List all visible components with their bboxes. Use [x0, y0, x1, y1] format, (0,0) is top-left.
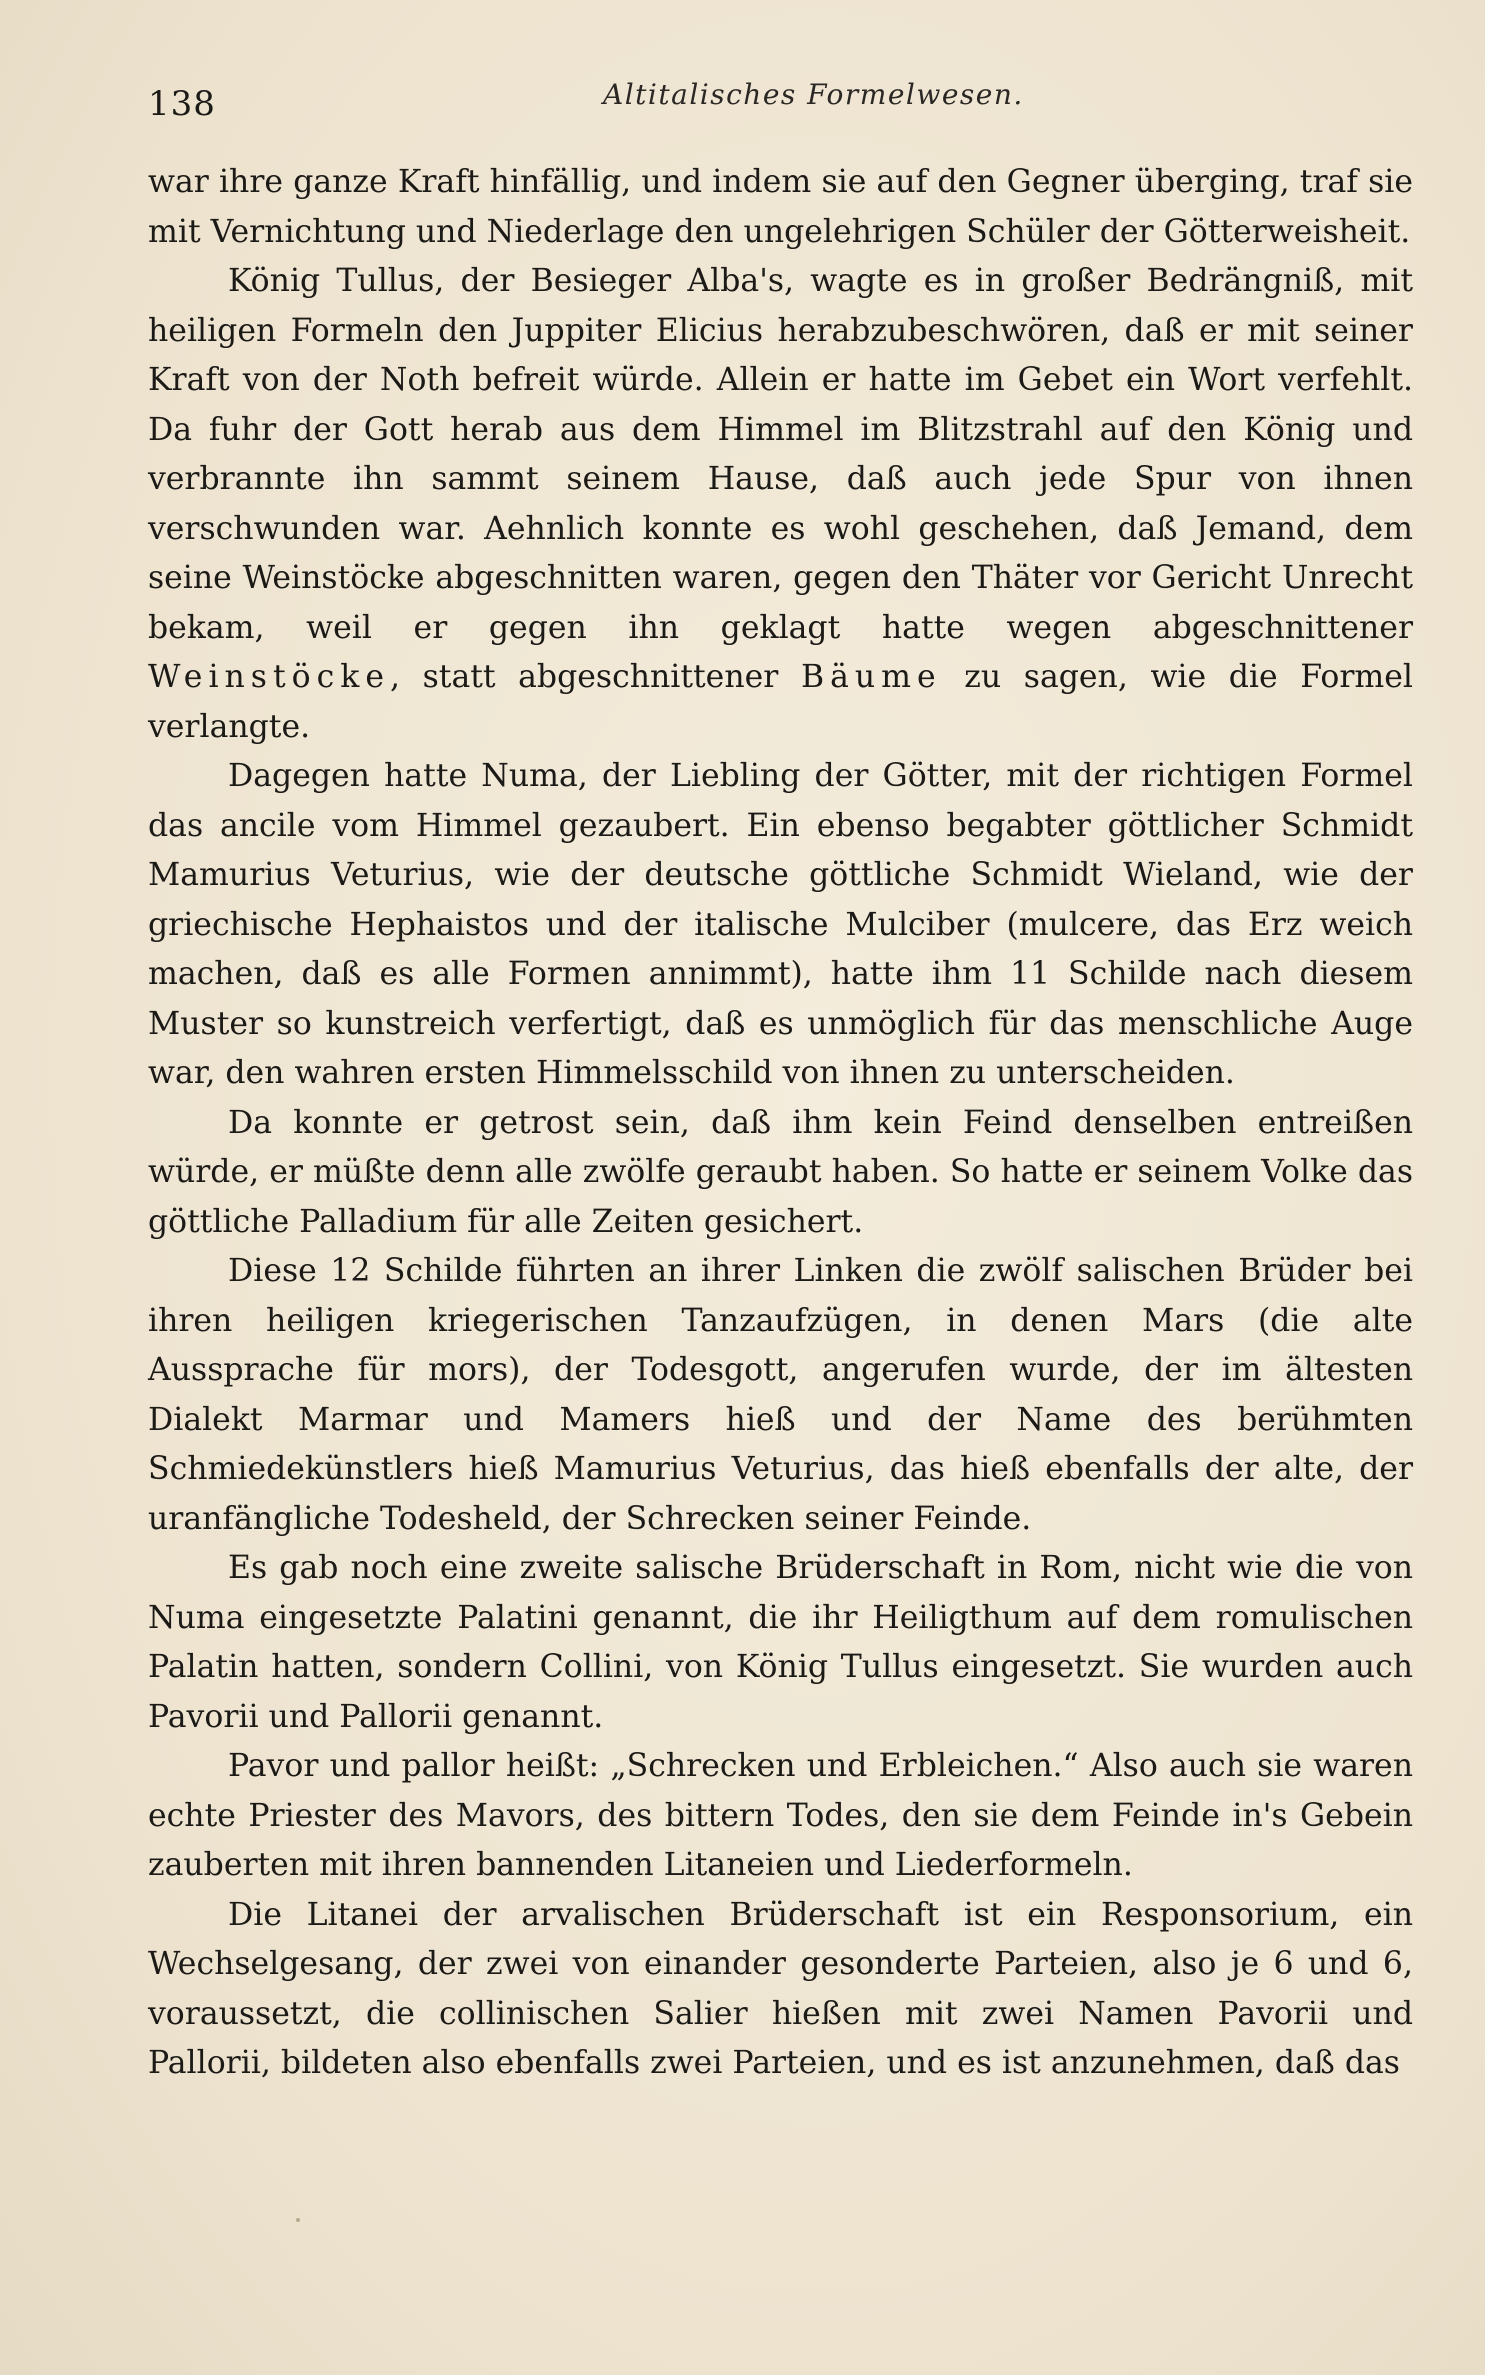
paragraph-6: Es gab noch eine zweite salische Brüderschaft in Rom, nicht wie die von Numa eingesetzte Palatini genannt, die ihr Heiligthum auf dem romulischen Palatin hatten, sondern Collini, von König Tullus eingesetzt. Sie wurden auch Pavorii und Pallorii genannt. — [148, 1550, 1413, 1735]
paragraph-3: Dagegen hatte Numa, der Liebling der Götter, mit der richtigen Formel das ancile vom Himmel gezaubert. Ein ebenso begabter göttlicher Schmidt Mamurius Veturius, wie der deutsche göttliche Schmidt Wieland, wie der griechische Hephaistos und der italische Mulciber (mulcere, das Erz weich machen, daß es alle Formen annimmt), hatte ihm 11 Schilde nach diesem Muster so kunstreich verfertigt, daß es unmöglich für das menschliche Auge war, den wahren ersten Himmelsschild von ihnen zu unterscheiden. — [148, 758, 1413, 1091]
paper-speck — [296, 2218, 300, 2222]
running-title: Altitalisches Formelwesen. — [603, 78, 1024, 111]
paragraph-7: Pavor und pallor heißt: „Schrecken und Erbleichen.“ Also auch sie waren echte Priester des Mavors, des bittern Todes, den sie dem Feinde in's Gebein zauberten mit ihren bannenden Litaneien und Liederformeln. — [148, 1748, 1413, 1883]
spaced-word-baeume: Bäume — [800, 659, 942, 695]
paragraph-2-before: König Tullus, der Besieger Alba's, wagte es in großer Bedrängniß, mit heiligen Formeln den Juppiter Elicius herabzubeschwören, daß er mit seiner Kraft von der Noth befreit würde. Allein er hatte im Gebet ein Wort verfehlt. Da fuhr der Gott herab aus dem Himmel im Blitzstrahl auf den König und verbrannte ihn sammt seinem Hause, daß auch jede Spur von ihnen verschwunden war. Aehnlich konnte es wohl geschehen, daß Jemand, dem seine Weinstöcke abgeschnitten waren, gegen den Thäter vor Gericht Unrecht bekam, weil er gegen ihn geklagt hatte wegen abgeschnittener — [148, 263, 1413, 646]
spaced-word-weinstoecke: Weinstöcke — [148, 659, 390, 695]
paragraph-8: Die Litanei der arvalischen Brüderschaft ist ein Responsorium, ein Wechselgesang, der zwei von einander gesonderte Parteien, also je 6 und 6, voraussetzt, die collinischen Salier hießen mit zwei Namen Pavorii und Pallorii, bildeten also ebenfalls zwei Parteien, und es ist anzunehmen, daß das — [148, 1896, 1413, 2081]
paragraph-2-middle: , statt abgeschnittener — [389, 659, 801, 695]
paragraph-2-after: zu sagen, wie die Formel verlangte. — [148, 659, 1413, 745]
paragraph-4: Da konnte er getrost sein, daß ihm kein Feind denselben entreißen würde, er müßte denn alle zwölfe geraubt haben. So hatte er seinem Volke das göttliche Palladium für alle Zeiten gesichert. — [148, 1104, 1413, 1240]
page-number: 138 — [148, 84, 216, 124]
body-text — [148, 158, 1413, 2089]
paragraph-2 — [148, 257, 1413, 752]
paragraph-5: Diese 12 Schilde führten an ihrer Linken die zwölf salischen Brüder bei ihren heiligen kriegerischen Tanzaufzügen, in denen Mars (die alte Aussprache für mors), der Todesgott, angerufen wurde, der im ältesten Dialekt Marmar und Mamers hieß und der Name des berühmten Schmiedekünstlers hieß Mamurius Veturius, das hieß ebenfalls der alte, der uranfängliche Todesheld, der Schrecken seiner Feinde. — [148, 1253, 1413, 1537]
paragraph-1: war ihre ganze Kraft hinfällig, und indem sie auf den Gegner überging, traf sie mit Vernichtung und Niederlage den ungelehrigen Schüler der Götterweisheit. — [148, 164, 1413, 250]
running-head — [148, 78, 1418, 128]
